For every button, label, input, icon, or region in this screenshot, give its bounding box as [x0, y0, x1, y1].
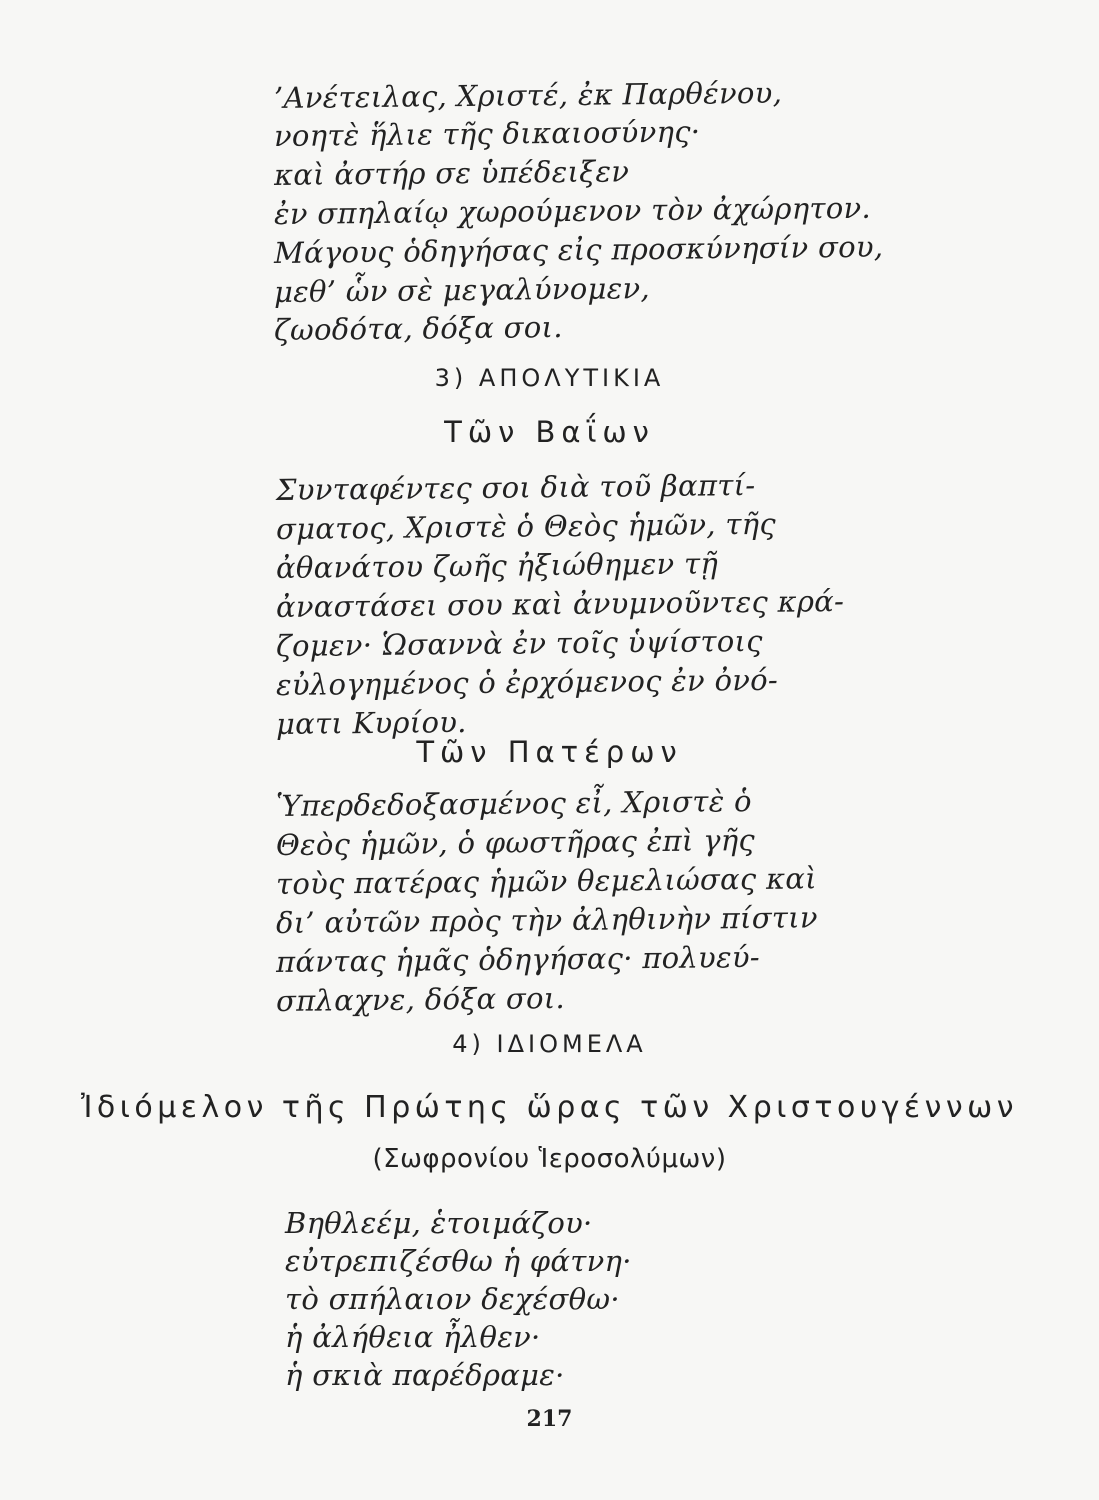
verse-line: τὸ σπήλαιον δεχέσθω· [285, 1282, 620, 1316]
verse-line: πάντας ἡμᾶς ὁδηγήσας· πολυεύ- [275, 939, 761, 979]
verse-line: Συνταφέντες σοι διὰ τοῦ βαπτί- [275, 467, 756, 507]
verse-line: Ὑπερδεδοξασμένος εἶ, Χριστὲ ὁ [275, 784, 752, 823]
verse-line: καὶ ἀστήρ σε ὑπέδειξεν [273, 154, 630, 192]
verse-line: ἡ σκιὰ παρέδραμε· [285, 1358, 565, 1392]
verse-line: νοητὲ ἥλιε τῆς δικαιοσύνης· [273, 114, 701, 153]
subheading-vaion: Τῶν Βαΐων [444, 415, 655, 449]
verse-line: μεθ’ ὧν σὲ μεγαλύνομεν, [273, 271, 651, 309]
verse-line: ζομεν· Ὡσαννὰ ἐν τοῖς ὑψίστοις [275, 623, 763, 663]
verse-line: τοὺς πατέρας ἡμῶν θεμελιώσας καὶ [275, 861, 818, 901]
verse-line: ματι Κυρίου. [275, 705, 467, 741]
verse-line: ἀναστάσει σου καὶ ἀνυμνοῦντες κρά- [275, 584, 845, 624]
idiomelon-author: (Σωφρονίου Ἱεροσολύμων) [372, 1144, 727, 1174]
section-heading-apolytikia: 3) ΑΠΟΛΥΤΙΚΙΑ [434, 364, 665, 392]
verse-line: ζωοδότα, δόξα σοι. [273, 309, 563, 347]
idiomelon-title: Ἰδιόμελον τῆς Πρώτης ὥρας τῶν Χριστουγέννων [80, 1090, 1019, 1125]
verse-line: ἐν σπηλαίῳ χωρούμενον τὸν ἀχώρητον. [273, 190, 872, 231]
verse-line: Μάγους ὁδηγήσας εἰς προσκύνησίν σου, [273, 229, 884, 270]
verse-line: ἀθανάτου ζωῆς ἠξιώθημεν τῇ [275, 546, 719, 585]
page-number: 217 [526, 1406, 573, 1432]
verse-line: δι’ αὐτῶν πρὸς τὴν ἀληθινὴν πίστιν [275, 900, 818, 940]
verse-line: Βηθλεέμ, ἑτοιμάζου· [285, 1206, 593, 1240]
subheading-pateron: Τῶν Πατέρων [416, 735, 683, 769]
verse-line: σματος, Χριστὲ ὁ Θεὸς ἡμῶν, τῆς [275, 506, 777, 546]
section-heading-idiomela: 4) ΙΔΙΟΜΕΛΑ [452, 1030, 647, 1058]
verse-line: Θεὸς ἡμῶν, ὁ φωστῆρας ἐπὶ γῆς [275, 822, 756, 862]
verse-line: ’Ανέτειλας, Χριστέ, ἐκ Παρθένου, [273, 75, 783, 115]
verse-line: εὐτρεπιζέσθω ἡ φάτνη· [285, 1244, 632, 1278]
verse-line: σπλαχνε, δόξα σοι. [275, 980, 566, 1018]
verse-line: εὐλογημένος ὁ ἐρχόμενος ἐν ὀνό- [275, 662, 779, 702]
verse-line: ἡ ἀλήθεια ἦλθεν· [285, 1320, 541, 1354]
